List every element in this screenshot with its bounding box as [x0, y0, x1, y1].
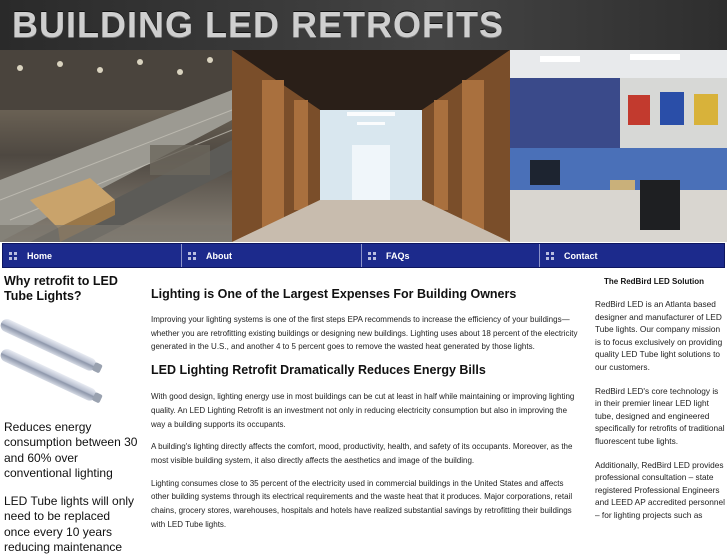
site-header [0, 0, 727, 50]
main-heading: LED Lighting Retrofit Dramatically Reduces Energy Bills [151, 363, 486, 378]
warehouse-photo [0, 50, 232, 242]
nav-item-about[interactable] [182, 244, 362, 267]
grid-icon [9, 252, 17, 260]
nav-item-contact[interactable] [540, 244, 724, 267]
grid-icon [546, 252, 554, 260]
right-heading: The RedBird LED Solution [604, 277, 704, 286]
grid-icon [368, 252, 376, 260]
nav-item-faqs[interactable] [362, 244, 540, 267]
left-heading: Why retrofit to LED Tube Lights? [4, 274, 118, 303]
main-nav [2, 243, 725, 268]
nav-label: FAQs [386, 250, 410, 261]
led-tubes-image [4, 317, 108, 403]
nav-label: About [206, 250, 232, 261]
main-paragraph: Improving your lighting systems is one of the first steps EPA recommends to increase the efficiency of your buildings—whether you are retrofitting existing buildings or designing new buildings. Lighting uses about 18 percent of the electricity generated in the U.S., and another 4 to 5 percent goes to remove the wasted heat generated by those lights. [151, 315, 578, 352]
office-illustration [510, 50, 727, 242]
main-paragraph: Lighting consumes close to 35 percent of the electricity used in commercial buildings in the United States and affects other building systems through its electrical requirements and the waste heat that it produces. Major corporations, retail chains, grocery stores, warehouses, hospitals and hotels have realized substantial savings by retrofitting their buildings with LED Tube lights. [151, 478, 573, 529]
left-paragraph: Reduces energy consumption between 30 and 60% over conventional lighting [4, 420, 138, 480]
right-paragraph: RedBird LED's core technology is in their premier linear LED light tube, designed and engineered specifically for retrofits of traditional fluorescent tube lights. [595, 385, 725, 446]
hallway-illustration [232, 50, 510, 242]
main-content [151, 287, 579, 540]
right-paragraph: RedBird LED is an Atlanta based designer and manufacturer of LED Tube lights. Our company mission is to focus exclusively on providing quality LED Tube light solutions to our customers. [595, 299, 723, 372]
grid-icon [188, 252, 196, 260]
warehouse-illustration [0, 50, 232, 242]
main-paragraph: With good design, lighting energy use in most buildings can be cut at least in half while maintaining or improving lighting quality. An LED Lighting Retrofit is an investment not only in reducing electricity consumption but also in improving the way a building supports its occupants. [151, 392, 575, 429]
right-paragraph: Additionally, RedBird LED provides professional consultation – state registered Professional Engineers and LEED AP accredited personnel – for lighting projects such as [595, 459, 725, 520]
site-title: BUILDING LED RETROFITS [12, 4, 504, 45]
nav-label: Contact [564, 250, 598, 261]
left-sidebar [4, 274, 138, 555]
nav-item-home[interactable] [3, 244, 182, 267]
main-heading: Lighting is One of the Largest Expenses For Building Owners [151, 287, 517, 301]
left-paragraph: LED Tube lights will only need to be replaced once every 10 years reducing maintenance [4, 494, 135, 555]
main-paragraph: A building's lighting directly affects the comfort, mood, productivity, health, and safety of its occupants. Moreover, as the most visible building system, it also directly affects the aesthetics and image of the building. [151, 442, 573, 465]
hallway-photo [232, 50, 510, 242]
photo-banner [0, 50, 727, 242]
nav-label: Home [27, 250, 53, 261]
office-photo [510, 50, 727, 242]
right-sidebar [595, 277, 725, 533]
